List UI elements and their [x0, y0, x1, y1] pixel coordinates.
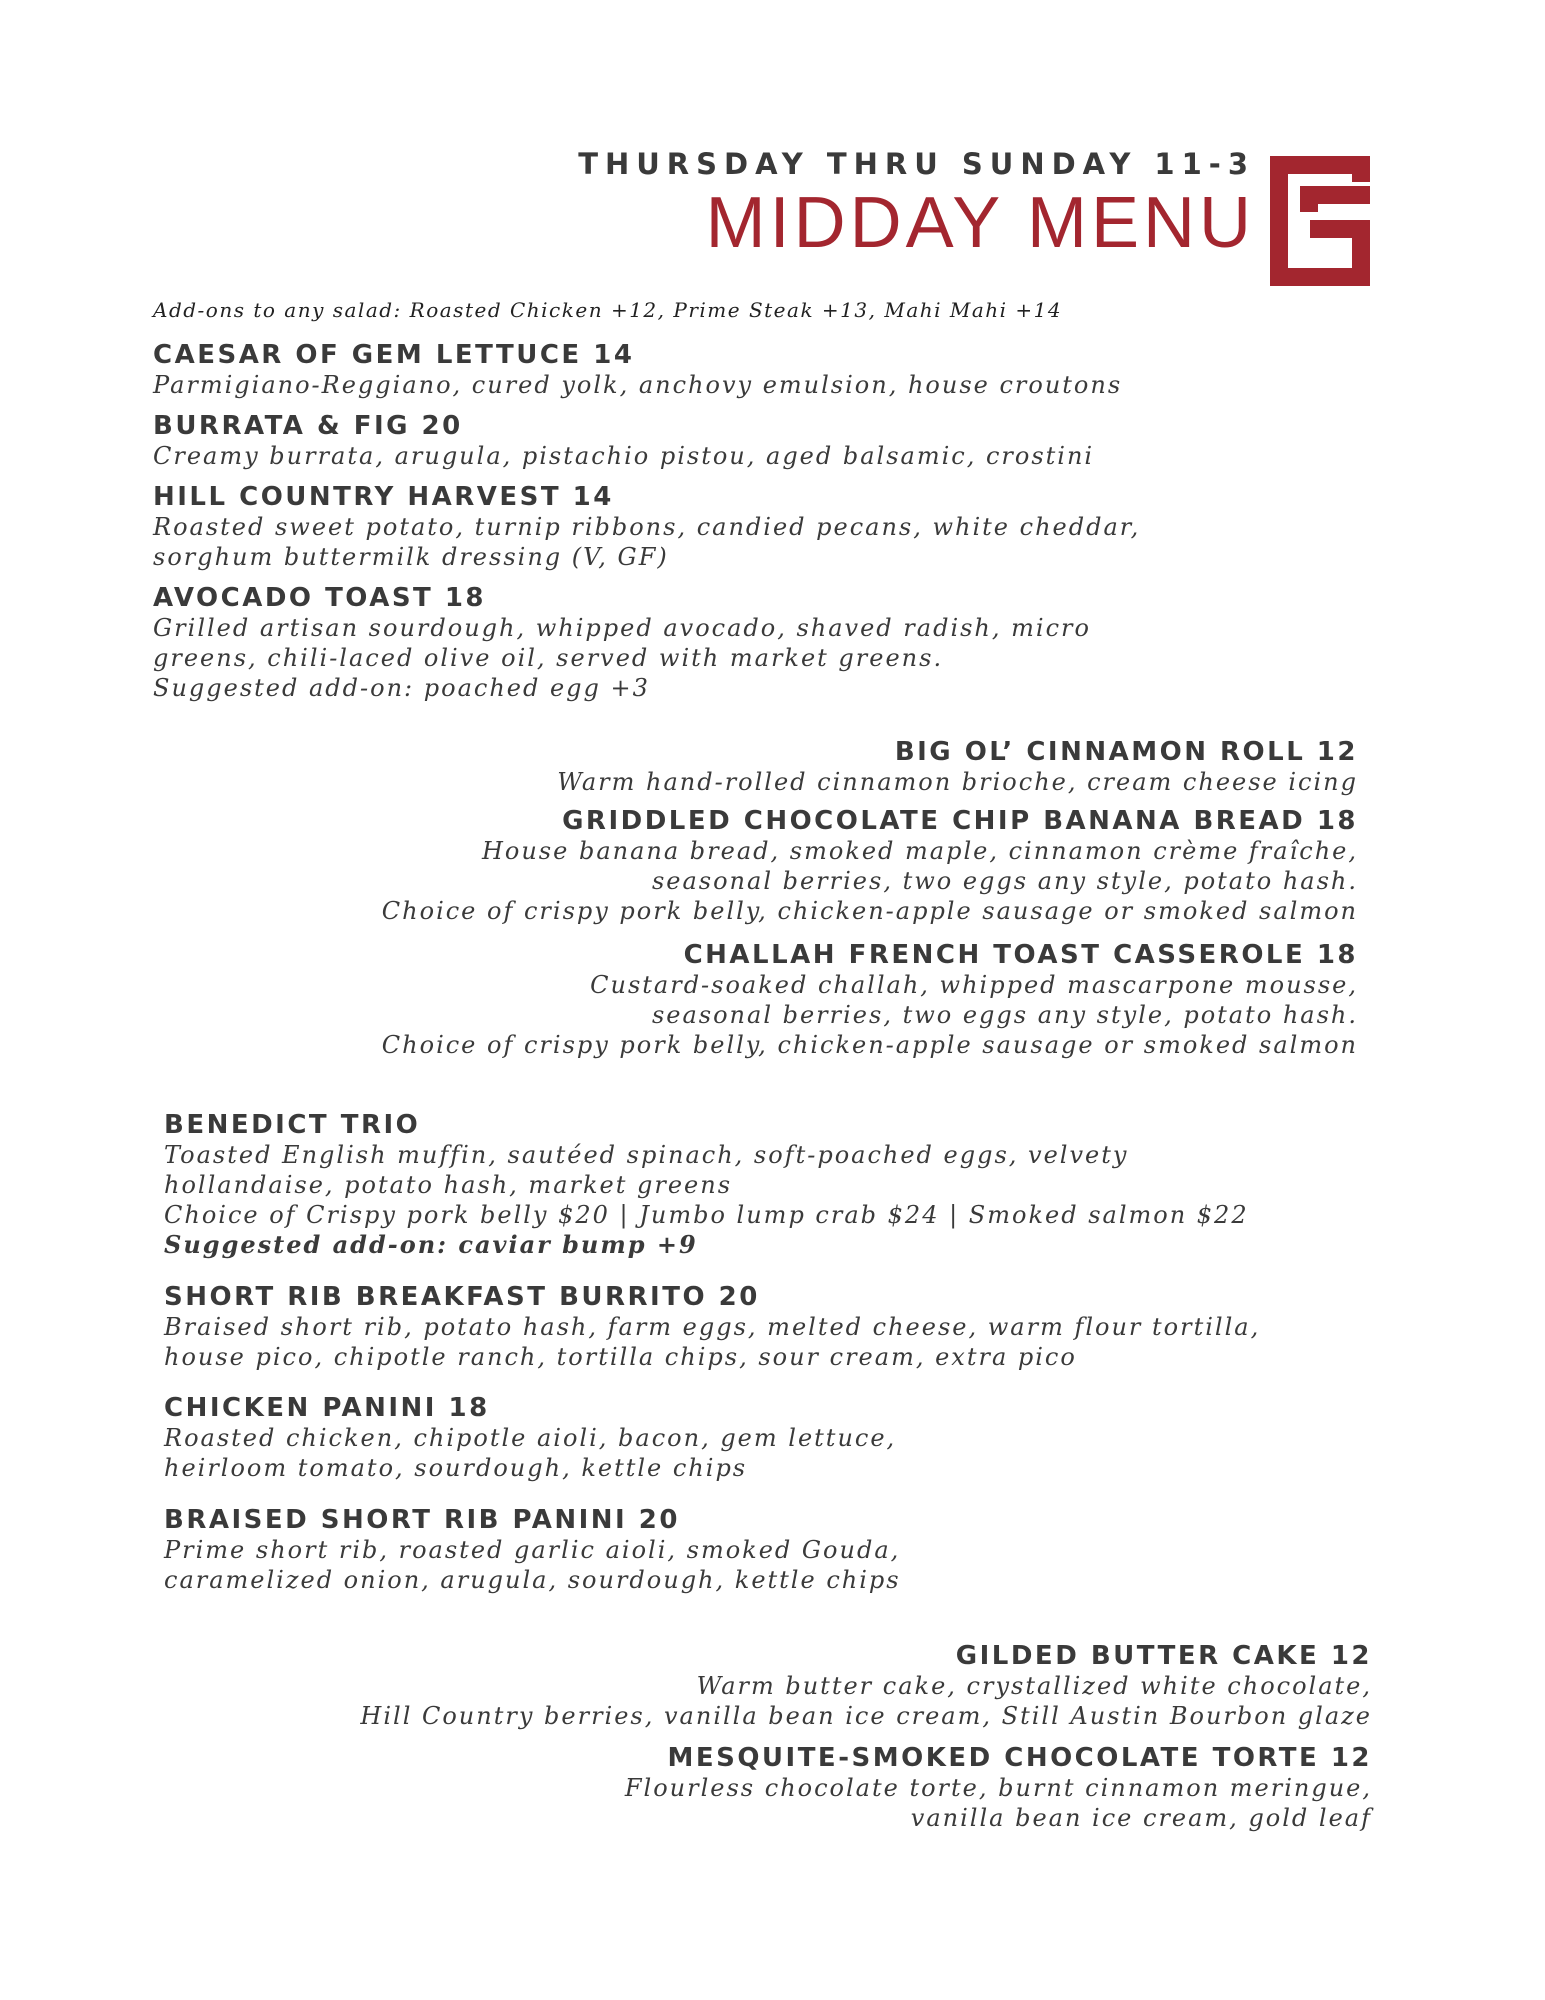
suggested-addon: Suggested add-on: caviar bump +9: [164, 1230, 698, 1259]
menu-item-breakfast-burrito: [164, 1282, 1260, 1372]
description-line: Prime short rib, roasted garlic aioli, smoked Gouda,: [164, 1536, 901, 1564]
item-description: [153, 613, 1091, 703]
item-title: AVOCADO TOAST 18: [153, 583, 487, 613]
description-line: house pico, chipotle ranch, tortilla chips, sour cream, extra pico: [164, 1343, 1077, 1371]
description-line: Choice of crispy pork belly, chicken-apple sausage or smoked salmon: [381, 897, 1358, 925]
item-description: [164, 1423, 896, 1483]
item-description: [360, 1671, 1372, 1731]
item-title: GILDED BUTTER CAKE 12: [955, 1641, 1372, 1671]
description-line: Roasted sweet potato, turnip ribbons, candied pecans, white cheddar,: [153, 513, 1141, 541]
menu-item-avocado-toast: [153, 583, 1091, 703]
description-line: Custard-soaked challah, whipped mascarpone mousse,: [590, 971, 1358, 999]
item-title: MESQUITE-SMOKED CHOCOLATE TORTE 12: [667, 1743, 1372, 1773]
menu-header: [578, 147, 1255, 263]
menu-item-cinnamon-roll: [557, 737, 1358, 797]
description-line: Flourless chocolate torte, burnt cinnamon meringue,: [624, 1774, 1372, 1802]
description-line: Creamy burrata, arugula, pistachio pistou, aged balsamic, crostini: [153, 442, 1095, 470]
item-title: GRIDDLED CHOCOLATE CHIP BANANA BREAD 18: [562, 806, 1358, 836]
item-description: [164, 1140, 1249, 1230]
description-line: Braised short rib, potato hash, farm eggs, melted cheese, warm flour tortilla,: [164, 1313, 1261, 1341]
description-line: heirloom tomato, sourdough, kettle chips: [164, 1454, 748, 1482]
description-line: Choice of Crispy pork belly $20 | Jumbo lump crab $24 | Smoked salmon $22: [164, 1201, 1249, 1229]
item-title: BIG OL’ CINNAMON ROLL 12: [894, 737, 1358, 767]
item-title: SHORT RIB BREAKFAST BURRITO 20: [164, 1282, 760, 1312]
menu-item-short-rib-panini: [164, 1505, 901, 1595]
description-line: Choice of crispy pork belly, chicken-apple sausage or smoked salmon: [381, 1031, 1358, 1059]
cg-monogram-logo-icon: [1270, 156, 1370, 286]
menu-item-butter-cake: [360, 1641, 1372, 1731]
item-description: [164, 1535, 901, 1595]
item-description: [382, 970, 1358, 1060]
item-suggested-addon: [164, 1230, 1249, 1260]
description-line: Warm hand-rolled cinnamon brioche, cream cheese icing: [557, 768, 1358, 796]
menu-item-chicken-panini: [164, 1393, 896, 1483]
description-line: Roasted chicken, chipotle aioli, bacon, gem lettuce,: [164, 1424, 897, 1452]
menu-item-caesar: [153, 340, 1122, 400]
menu-item-hill-country-harvest: [153, 482, 1140, 572]
description-line: Parmigiano-Reggiano, cured yolk, anchovy emulsion, house croutons: [153, 371, 1123, 399]
menu-item-benedict-trio: [164, 1110, 1249, 1260]
description-line: Hill Country berries, vanilla bean ice cream, Still Austin Bourbon glaze: [360, 1702, 1372, 1730]
item-description: [164, 1312, 1260, 1372]
menu-item-banana-bread: [382, 806, 1358, 926]
description-line: Toasted English muffin, sautéed spinach, soft-poached eggs, velvety: [164, 1141, 1129, 1169]
item-description: [153, 370, 1122, 400]
item-description: [153, 512, 1140, 572]
item-title: BURRATA & FIG 20: [153, 411, 463, 441]
menu-item-french-toast: [382, 940, 1358, 1060]
description-line: seasonal berries, two eggs any style, potato hash.: [651, 867, 1358, 895]
item-description: [557, 767, 1358, 797]
item-title: BRAISED SHORT RIB PANINI 20: [164, 1505, 680, 1535]
page-title: MIDDAY MENU: [705, 183, 1255, 263]
description-line: seasonal berries, two eggs any style, potato hash.: [651, 1001, 1358, 1029]
description-line: hollandaise, potato hash, market greens: [164, 1171, 733, 1199]
item-title: HILL COUNTRY HARVEST 14: [153, 482, 614, 512]
description-line: Suggested add-on: poached egg +3: [153, 674, 650, 702]
item-description: [382, 836, 1358, 926]
description-line: sorghum buttermilk dressing (V, GF): [153, 543, 669, 571]
description-line: caramelized onion, arugula, sourdough, kettle chips: [164, 1566, 901, 1594]
menu-item-burrata: [153, 411, 1094, 471]
service-days: THURSDAY THRU SUNDAY 11-3: [578, 147, 1255, 181]
item-title: CAESAR OF GEM LETTUCE 14: [153, 340, 635, 370]
description-line: House banana bread, smoked maple, cinnamon crème fraîche,: [481, 837, 1358, 865]
description-line: Warm butter cake, crystallized white chocolate,: [696, 1672, 1372, 1700]
menu-item-chocolate-torte: [625, 1743, 1372, 1833]
item-description: [153, 441, 1094, 471]
description-line: vanilla bean ice cream, gold leaf: [910, 1804, 1372, 1832]
item-title: CHICKEN PANINI 18: [164, 1393, 490, 1423]
description-line: greens, chili-laced olive oil, served with market greens.: [153, 644, 944, 672]
description-line: Grilled artisan sourdough, whipped avocado, shaved radish, micro: [153, 614, 1091, 642]
item-title: BENEDICT TRIO: [164, 1110, 421, 1140]
item-description: [625, 1773, 1372, 1833]
item-title: CHALLAH FRENCH TOAST CASSEROLE 18: [683, 940, 1358, 970]
salad-addons-note: Add-ons to any salad: Roasted Chicken +12, Prime Steak +13, Mahi Mahi +14: [153, 298, 1063, 322]
